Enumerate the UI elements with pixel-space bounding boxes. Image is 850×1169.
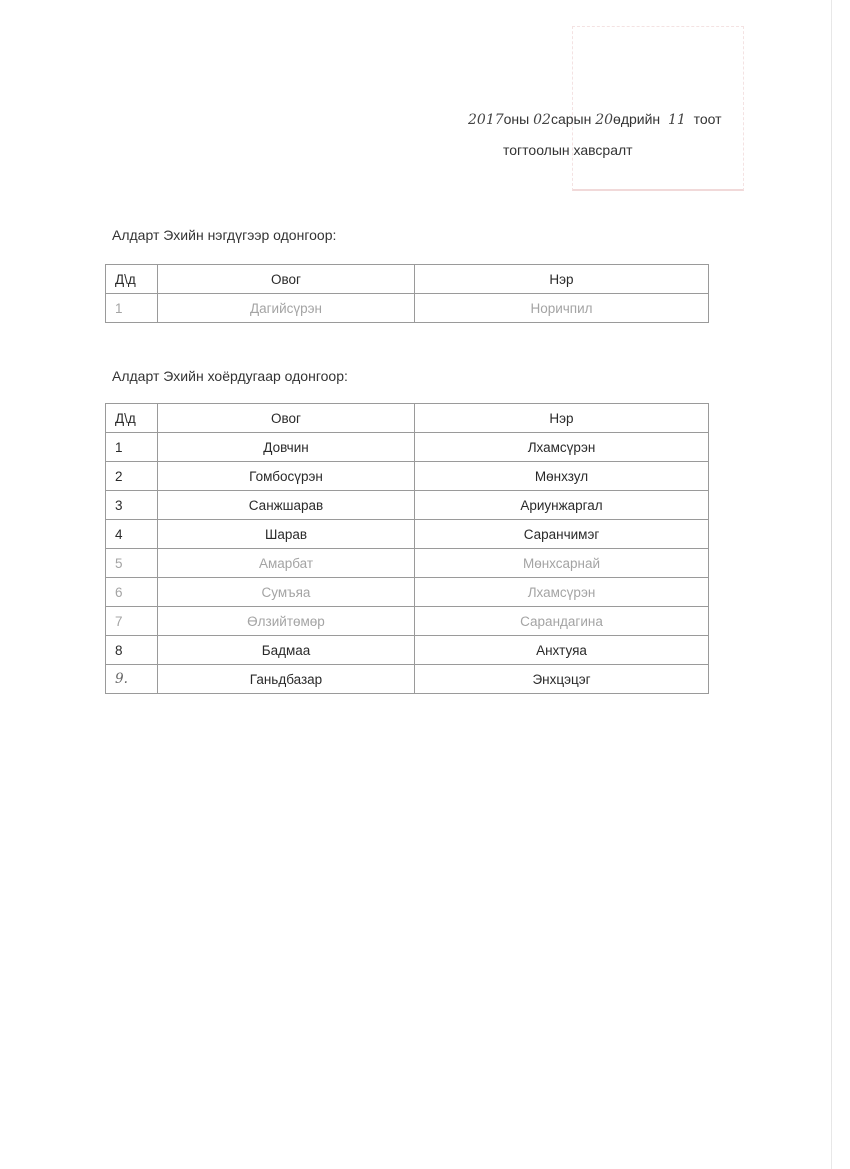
row-number: 2 (106, 462, 158, 491)
row-name: Лхамсүрэн (415, 433, 709, 462)
col-number-header: Д\д (106, 265, 158, 294)
appendix-subtitle: тогтоолын хавсралт (503, 142, 633, 158)
section1-title: Алдарт Эхийн нэгдүгээр одонгоор: (112, 227, 337, 243)
row-surname: Дагийсүрэн (158, 294, 415, 323)
resolution-reference-line: 2017оны 02сарын 20өдрийн 11 тоот (468, 111, 722, 128)
row-name: Норичпил (415, 294, 709, 323)
year-handwritten: 2017 (468, 112, 504, 128)
table-row (106, 433, 709, 462)
row-name: Сарандагина (415, 607, 709, 636)
col-surname-header: Овог (158, 404, 415, 433)
row-surname: Ганьдбазар (158, 665, 415, 694)
row-surname: Амарбат (158, 549, 415, 578)
number-handwritten: 11 (667, 112, 686, 128)
table-row (106, 294, 709, 323)
scan-edge (831, 0, 832, 1169)
col-name-header: Нэр (415, 265, 709, 294)
row-name: Саранчимэг (415, 520, 709, 549)
row-name: Ариунжаргал (415, 491, 709, 520)
row-number: 8 (106, 636, 158, 665)
col-name-header: Нэр (415, 404, 709, 433)
table-row (106, 491, 709, 520)
col-surname-header: Овог (158, 265, 415, 294)
table-row (106, 549, 709, 578)
row-surname: Шарав (158, 520, 415, 549)
table-header-row (106, 404, 709, 433)
row-number: 1 (106, 294, 158, 323)
row-name: Мөнхзул (415, 462, 709, 491)
section2-title: Алдарт Эхийн хоёрдугаар одонгоор: (112, 368, 348, 384)
row-number: 6 (106, 578, 158, 607)
row-surname: Сумъяа (158, 578, 415, 607)
row-number: 4 (106, 520, 158, 549)
row-number: 1 (106, 433, 158, 462)
table-header-row (106, 265, 709, 294)
table-row (106, 578, 709, 607)
row-number: 9. (106, 665, 158, 694)
table-row (106, 520, 709, 549)
row-surname: Өлзийтөмөр (158, 607, 415, 636)
table-row (106, 607, 709, 636)
month-handwritten: 02 (533, 112, 551, 128)
day-handwritten: 20 (595, 112, 614, 128)
table-row (106, 636, 709, 665)
row-number: 5 (106, 549, 158, 578)
section2-table (105, 403, 709, 694)
faded-stamp-area (572, 26, 744, 191)
row-name: Энхцэцэг (415, 665, 709, 694)
table-row (106, 665, 709, 694)
row-surname: Санжшарав (158, 491, 415, 520)
row-name: Мөнхсарнай (415, 549, 709, 578)
row-number: 7 (106, 607, 158, 636)
section1-table (105, 264, 709, 323)
row-name: Лхамсүрэн (415, 578, 709, 607)
col-number-header: Д\д (106, 404, 158, 433)
row-name: Анхтуяа (415, 636, 709, 665)
row-surname: Бадмаа (158, 636, 415, 665)
row-surname: Довчин (158, 433, 415, 462)
row-surname: Гомбосүрэн (158, 462, 415, 491)
table-row (106, 462, 709, 491)
row-number: 3 (106, 491, 158, 520)
